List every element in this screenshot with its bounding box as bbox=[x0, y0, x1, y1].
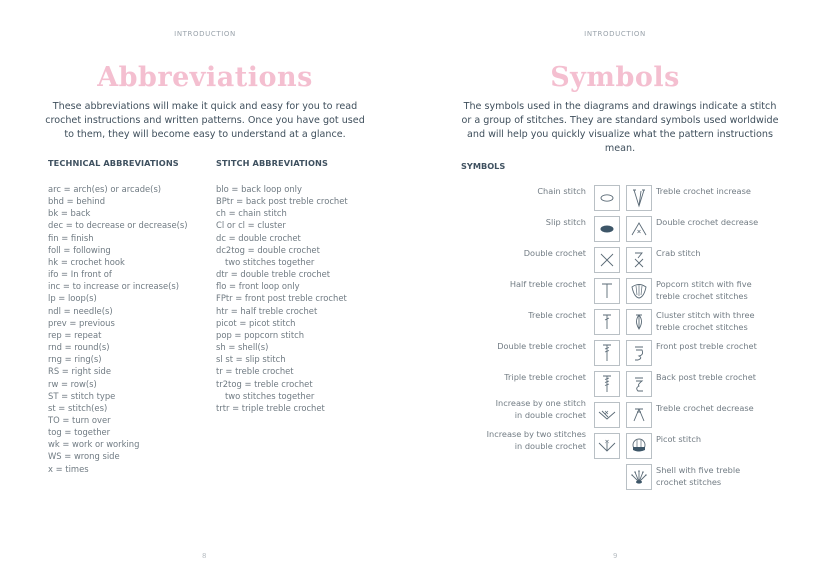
symbol-row bbox=[410, 247, 820, 275]
abbreviation-item: rep = repeat bbox=[48, 329, 102, 340]
symbol-row bbox=[410, 371, 820, 399]
symbol-label: Slip stitch bbox=[545, 217, 586, 227]
popcorn-stitch-icon bbox=[626, 278, 652, 304]
abbreviation-item: tr2tog = treble crochet bbox=[216, 378, 313, 389]
symbol-label: Increase by one stitch in double crochet bbox=[495, 398, 586, 420]
symbol-row bbox=[410, 278, 820, 306]
abbreviation-item: dc = double crochet bbox=[216, 232, 301, 243]
symbol-row bbox=[410, 398, 820, 430]
symbol-label: Treble crochet increase bbox=[656, 186, 751, 196]
stitch-abbreviations-heading: STITCH ABBREVIATIONS bbox=[216, 158, 328, 168]
symbol-label: Crab stitch bbox=[656, 248, 701, 258]
symbol-label: Chain stitch bbox=[537, 186, 586, 196]
slip-stitch-icon bbox=[594, 216, 620, 242]
increase-two-dc-icon bbox=[594, 433, 620, 459]
abbreviation-item: rnd = round(s) bbox=[48, 342, 110, 353]
abbreviation-item: blo = back loop only bbox=[216, 184, 302, 194]
symbol-label: Popcorn stitch with five treble crochet stitches bbox=[656, 279, 752, 301]
page-title: Symbols bbox=[550, 62, 680, 93]
abbreviation-item: wk = work or working bbox=[48, 439, 140, 450]
abbreviation-item: ndl = needle(s) bbox=[48, 305, 113, 316]
abbreviation-item: WS = wrong side bbox=[48, 451, 120, 462]
symbol-label: Shell with five treble crochet stitches bbox=[656, 465, 741, 487]
treble-crochet-increase-icon bbox=[626, 185, 652, 211]
chain-stitch-icon bbox=[594, 185, 620, 211]
abbreviation-item: flo = front loop only bbox=[216, 281, 300, 292]
abbreviation-item: st = stitch(es) bbox=[48, 402, 108, 413]
stitch-abbreviations-list bbox=[216, 183, 348, 414]
running-head: INTRODUCTION bbox=[584, 30, 646, 38]
abbreviation-item: dc2tog = double crochet bbox=[216, 244, 320, 255]
running-head: INTRODUCTION bbox=[174, 30, 236, 38]
symbol-label: Half treble crochet bbox=[509, 279, 586, 289]
page-number: 8 bbox=[202, 552, 207, 560]
technical-abbreviations-heading: TECHNICAL ABBREVIATIONS bbox=[48, 158, 179, 168]
symbol-row bbox=[410, 429, 820, 461]
page-title: Abbreviations bbox=[97, 62, 313, 93]
abbreviation-item: bk = back bbox=[48, 208, 91, 219]
treble-crochet-decrease-icon bbox=[626, 402, 652, 428]
abbreviation-item: rng = ring(s) bbox=[48, 354, 102, 365]
cluster-stitch-icon bbox=[626, 309, 652, 335]
abbreviation-item: ch = chain stitch bbox=[216, 208, 287, 219]
abbreviation-item: hk = crochet hook bbox=[48, 256, 125, 267]
symbol-label: Treble crochet bbox=[528, 310, 586, 320]
symbols-heading: SYMBOLS bbox=[461, 161, 506, 171]
symbol-label: Back post treble crochet bbox=[656, 372, 756, 382]
symbol-row bbox=[410, 216, 820, 244]
symbol-label: Triple treble crochet bbox=[504, 372, 586, 382]
abbreviation-item: inc = to increase or increase(s) bbox=[48, 281, 180, 292]
double-treble-crochet-icon bbox=[594, 340, 620, 366]
abbreviation-item: pop = popcorn stitch bbox=[216, 329, 305, 340]
abbreviation-item: sh = shell(s) bbox=[216, 342, 269, 353]
abbreviation-item: sl st = slip stitch bbox=[216, 354, 286, 365]
increase-one-dc-icon bbox=[594, 402, 620, 428]
symbol-label: Double treble crochet bbox=[497, 341, 586, 351]
abbreviation-item: picot = picot stitch bbox=[216, 317, 296, 328]
abbreviation-item: BPtr = back post treble crochet bbox=[216, 196, 348, 207]
abbreviation-item: dec = to decrease or decrease(s) bbox=[48, 220, 188, 231]
symbol-row bbox=[410, 464, 820, 492]
abbreviation-item: Cl or cl = cluster bbox=[216, 220, 286, 231]
abbreviation-item: ST = stitch type bbox=[48, 390, 116, 401]
abbreviation-item: two stitches together bbox=[225, 390, 315, 401]
abbreviation-item: RS = right side bbox=[48, 366, 111, 377]
abbreviation-item: tr = treble crochet bbox=[216, 366, 294, 377]
symbol-label: Increase by two stitches in double crochet bbox=[486, 429, 586, 451]
symbol-label: Treble crochet decrease bbox=[656, 403, 754, 413]
symbol-label: Cluster stitch with three treble crochet stitches bbox=[656, 310, 755, 332]
technical-abbreviations-list bbox=[48, 183, 188, 475]
back-post-treble-icon bbox=[626, 371, 652, 397]
intro-paragraph: The symbols used in the diagrams and drawings indicate a stitch or a group of stitches. They are standard symbols used worldwide and will help you quickly visualize what the pattern instructions mean. bbox=[461, 101, 779, 154]
abbreviation-item: dtr = double treble crochet bbox=[216, 269, 331, 280]
abbreviation-item: two stitches together bbox=[225, 256, 315, 267]
intro-paragraph: These abbreviations will make it quick and easy for you to read crochet instructions and written patterns. Once you have got used to them, they will become easy to understand at a glance. bbox=[45, 101, 365, 140]
crab-stitch-icon bbox=[626, 247, 652, 273]
abbreviation-item: fin = finish bbox=[48, 232, 94, 243]
symbol-label: Front post treble crochet bbox=[656, 341, 757, 351]
triple-treble-crochet-icon bbox=[594, 371, 620, 397]
front-post-treble-icon bbox=[626, 340, 652, 366]
abbreviation-item: FPtr = front post treble crochet bbox=[216, 293, 347, 304]
abbreviation-item: rw = row(s) bbox=[48, 378, 97, 389]
symbol-label: Picot stitch bbox=[656, 434, 702, 444]
picot-stitch-icon bbox=[626, 433, 652, 459]
abbreviation-item: arc = arch(es) or arcade(s) bbox=[48, 184, 162, 194]
abbreviation-item: trtr = triple treble crochet bbox=[216, 402, 325, 413]
symbol-row bbox=[410, 340, 820, 368]
double-crochet-decrease-icon bbox=[626, 216, 652, 242]
page-number: 9 bbox=[613, 552, 618, 560]
abbreviation-item: prev = previous bbox=[48, 317, 115, 328]
abbreviation-item: x = times bbox=[48, 463, 89, 474]
abbreviation-item: ifo = In front of bbox=[48, 269, 112, 280]
abbreviation-item: tog = together bbox=[48, 427, 111, 438]
abbreviation-item: bhd = behind bbox=[48, 196, 106, 207]
symbol-row bbox=[410, 185, 820, 213]
shell-stitch-icon bbox=[626, 464, 652, 490]
symbol-label: Double crochet decrease bbox=[656, 217, 759, 227]
double-crochet-icon bbox=[594, 247, 620, 273]
half-treble-crochet-icon bbox=[594, 278, 620, 304]
symbol-row bbox=[410, 309, 820, 337]
abbreviation-item: htr = half treble crochet bbox=[216, 305, 318, 316]
treble-crochet-icon bbox=[594, 309, 620, 335]
right-page bbox=[410, 0, 820, 583]
abbreviation-item: lp = loop(s) bbox=[48, 293, 97, 304]
abbreviation-item: foll = following bbox=[48, 244, 111, 255]
abbreviation-item: TO = turn over bbox=[48, 414, 111, 425]
symbol-label: Double crochet bbox=[523, 248, 586, 258]
